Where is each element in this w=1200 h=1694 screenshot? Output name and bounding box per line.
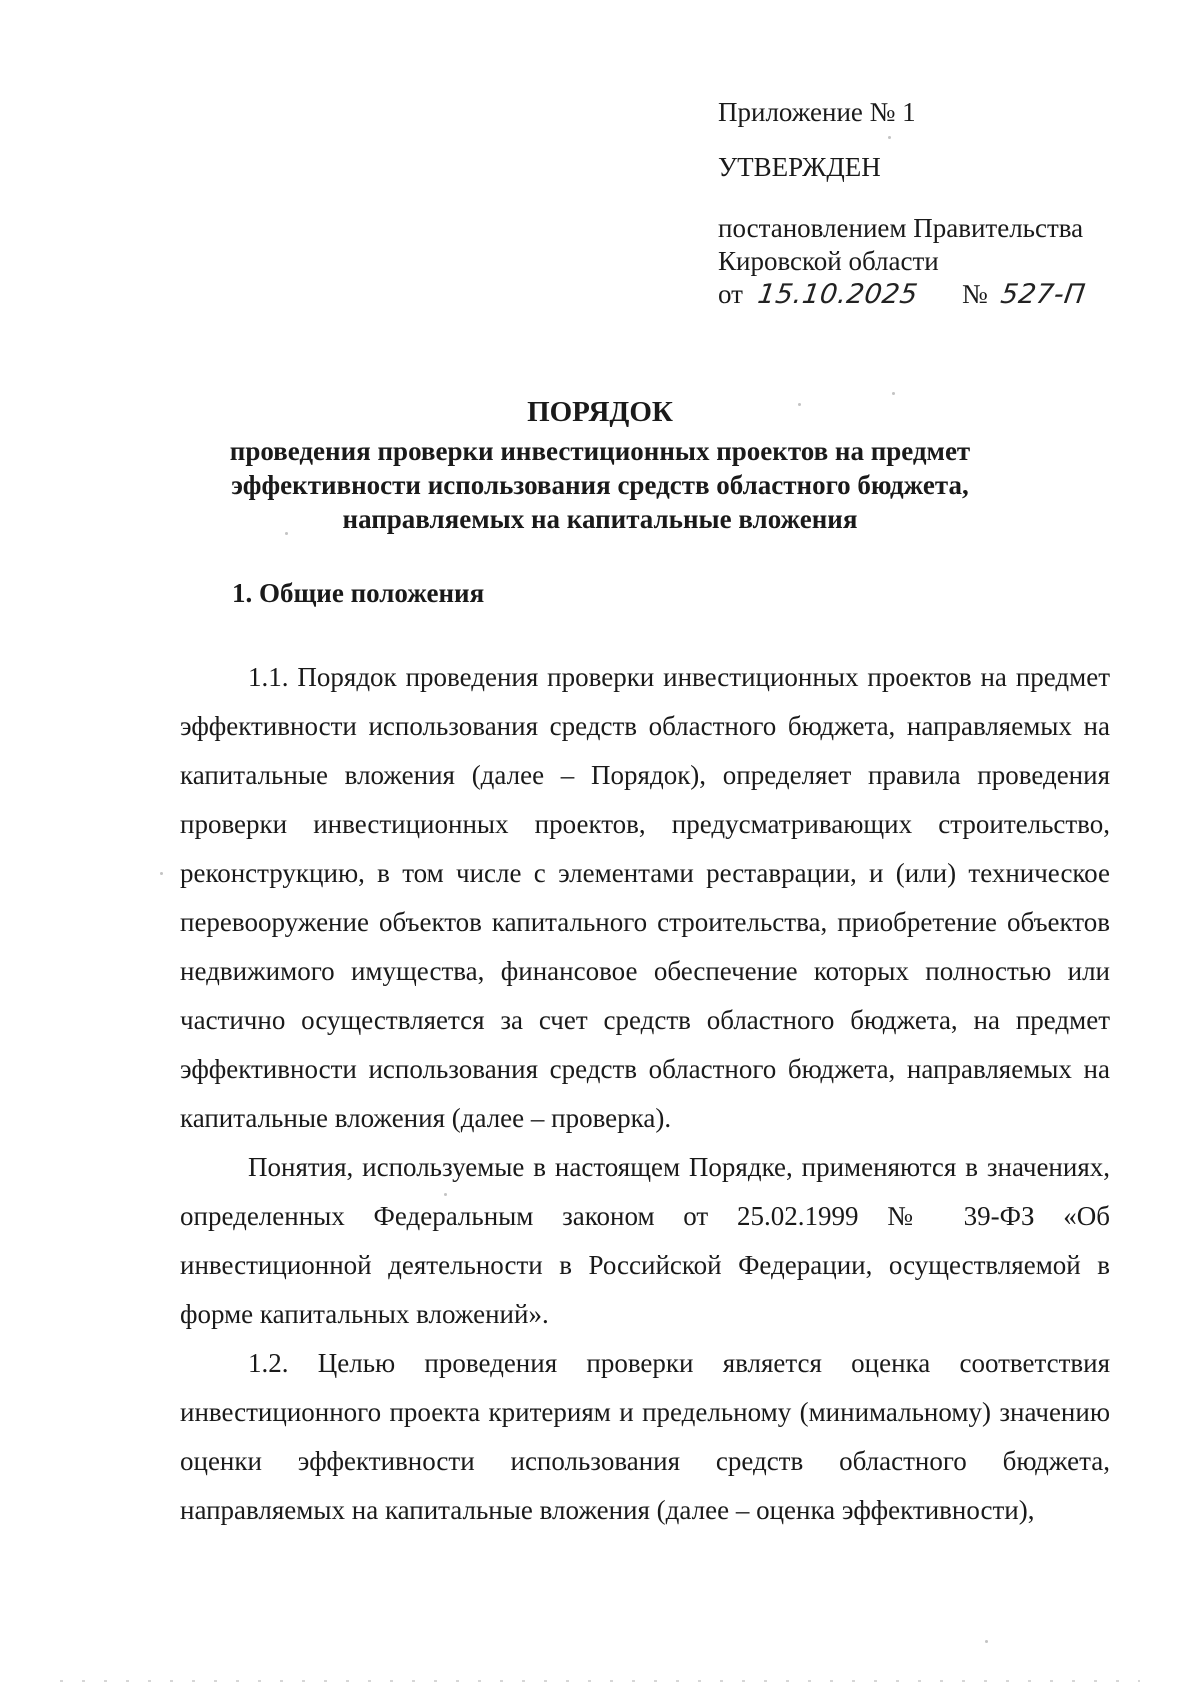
document-title: ПОРЯДОК [527, 396, 673, 428]
approved-stamp-label: УТВЕРЖДЕН [718, 152, 881, 182]
document-title-block [150, 394, 1050, 536]
handwritten-date: 15.10.2025 [755, 279, 920, 310]
handwritten-number: 527-П [998, 279, 1087, 310]
decree-line-1: постановлением Правительства [718, 213, 1084, 243]
scan-speck [285, 532, 288, 535]
decree-date-number-line [718, 278, 1138, 311]
document-subtitle-line-3: направляемых на капитальные вложения [342, 504, 858, 534]
scan-speck [160, 872, 163, 875]
paragraph-1-1: 1.1. Порядок проведения проверки инвестиционных проектов на предмет эффективности использования средств областного бюджета, направляемых на капитальные вложения (далее – Порядок), определяет правила проведения проверки инвестиционных проектов, предусматривающих строительство, реконструкцию, в том числе с элементами реставрации, и (или) техническое перевооружение объектов капитального строительства, приобретение объектов недвижимого имущества, финансовое обеспечение которых полностью или частично осуществляется за счет средств областного бюджета, на предмет эффективности использования средств областного бюджета, направляемых на капитальные вложения (далее – проверка). [180, 662, 1110, 1133]
scan-speck [798, 403, 801, 406]
paragraph-1-2: 1.2. Целью проведения проверки является оценка соответствия инвестиционного проекта критериям и предельному (минимальному) значению оценки эффективности использования средств областного бюджета, направляемых на капитальные вложения (далее – оценка эффективности), [180, 1348, 1110, 1525]
body-text [180, 653, 1110, 1535]
scan-speck [892, 392, 895, 395]
scan-speck [985, 1640, 988, 1643]
scan-edge-noise [60, 1680, 1140, 1682]
number-prefix: № [962, 279, 988, 309]
paragraph-definitions: Понятия, используемые в настоящем Порядке, применяются в значениях, определенных Федеральным законом от 25.02.1999 № 39-ФЗ «Об инвестиционной деятельности в Российской Федерации, осуществляемой в форме капитальных вложений». [180, 1152, 1110, 1329]
document-subtitle-line-1: проведения проверки инвестиционных проектов на предмет [229, 436, 971, 466]
document-subtitle-line-2: эффективности использования средств областного бюджета, [231, 470, 969, 500]
scan-speck [444, 1193, 447, 1196]
decree-line-2: Кировской области [718, 246, 939, 276]
section-heading: 1. Общие положения [232, 578, 485, 608]
scan-speck [888, 136, 891, 139]
appendix-label: Приложение № 1 [718, 97, 916, 127]
approval-block [718, 96, 1138, 311]
date-prefix: от [718, 279, 743, 309]
